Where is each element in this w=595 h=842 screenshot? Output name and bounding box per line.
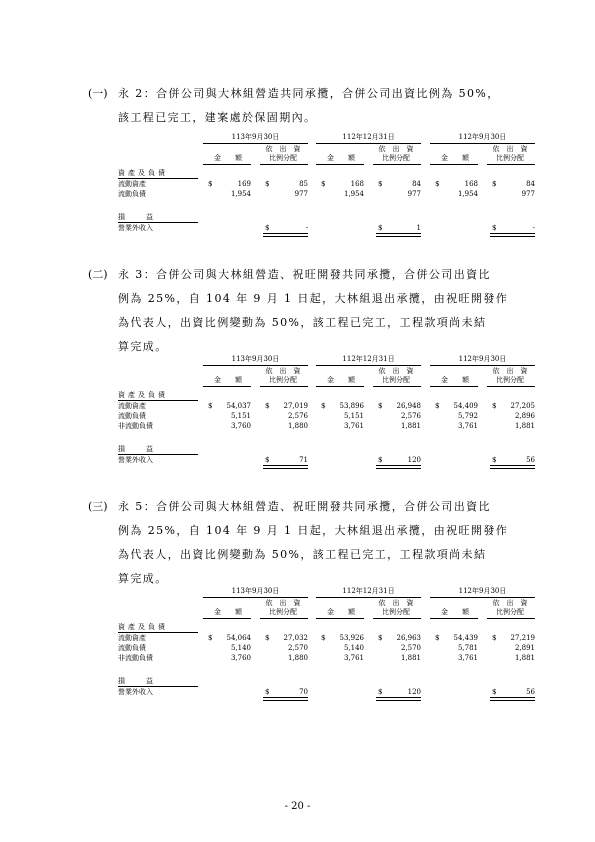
paragraph-line: 為代表人，出資比例變動為 50%，該工程已完工，工程款項尚未結 [118, 316, 487, 329]
currency-symbol: $ [378, 180, 383, 188]
amount-header-underline [316, 164, 364, 165]
currency-symbol: $ [265, 402, 270, 410]
currency-symbol: $ [378, 402, 383, 410]
ratio-header-underline [260, 618, 308, 619]
currency-symbol: $ [378, 456, 383, 464]
table-cell-value: 2,576 [400, 412, 421, 420]
table-cell-value: 53,926 [339, 634, 364, 642]
profit-loss-label: 損 益 [118, 213, 153, 221]
period-underline [316, 597, 421, 598]
section-paragraph [88, 495, 548, 591]
currency-symbol: $ [321, 180, 326, 188]
amount-header: 金 額 [214, 608, 242, 616]
amount-header: 金 額 [327, 376, 355, 384]
ratio-header-top: 依 出 資 [492, 599, 528, 607]
table-row-label: 流動負債 [118, 412, 146, 420]
table-row-label: 流動負債 [118, 644, 146, 652]
table-cell-value: 56 [526, 456, 535, 464]
table-cell-value: 84 [412, 180, 421, 188]
ratio-header-underline [487, 164, 535, 165]
pl-label-underline [118, 222, 198, 223]
table-cell-value: 169 [237, 180, 251, 188]
currency-symbol: $ [208, 180, 213, 188]
ratio-header-top: 依 出 資 [265, 367, 301, 375]
table-cell-value: 84 [526, 180, 535, 188]
table-cell-value: 2,896 [514, 412, 535, 420]
amount-header: 金 額 [214, 376, 242, 384]
double-underline [376, 697, 421, 701]
paragraph-line: 為代表人，出資比例變動為 50%，該工程已完工，工程款項尚未結 [118, 548, 487, 561]
table-cell-value: 3,761 [457, 422, 478, 430]
ratio-header-underline [260, 386, 308, 387]
period-underline [203, 143, 308, 144]
period-underline [430, 365, 535, 366]
amount-header-underline [430, 618, 478, 619]
amount-header-underline [203, 386, 251, 387]
table-cell-value: 1,881 [400, 422, 421, 430]
table-row-label: 營業外收入 [118, 456, 153, 464]
ratio-header-underline [487, 386, 535, 387]
amount-header-underline [316, 618, 364, 619]
table-row-label: 流動資產 [118, 180, 146, 188]
currency-symbol: $ [492, 634, 497, 642]
double-underline [376, 233, 421, 237]
section-number: (三) [88, 500, 108, 513]
double-underline [263, 697, 308, 701]
ratio-header-underline [373, 386, 421, 387]
table-row-label: 非流動負債 [118, 422, 153, 430]
currency-symbol: $ [378, 224, 383, 232]
period-header: 112年12月31日 [342, 587, 395, 595]
assets-liabilities-label: 資產及負債 [118, 391, 168, 399]
amount-header-underline [203, 618, 251, 619]
period-underline [430, 143, 535, 144]
table-cell-value: 5,151 [230, 412, 251, 420]
table-row-label: 非流動負債 [118, 654, 153, 662]
paragraph-line: 例為 25%，自 104 年 9 月 1 日起，大林組退出承攬，由祝旺開發作 [118, 524, 509, 537]
ratio-header-bottom: 比例分配 [269, 376, 297, 384]
period-header: 113年9月30日 [231, 587, 280, 595]
table-cell-value: 2,570 [400, 644, 421, 652]
paragraph-line: 永 3：合併公司與大林組營造、祝旺開發共同承攬，合併公司出資比 [118, 268, 491, 281]
currency-symbol: $ [265, 224, 270, 232]
section-paragraph [88, 82, 548, 130]
table-cell-value: 27,205 [510, 402, 535, 410]
ratio-header-underline [373, 164, 421, 165]
section-number: (一) [88, 87, 108, 100]
table-cell-value: 26,948 [396, 402, 421, 410]
table-cell-value: 27,032 [283, 634, 308, 642]
ratio-header-bottom: 比例分配 [269, 154, 297, 162]
table-cell-value: 1,881 [400, 654, 421, 662]
period-header: 112年12月31日 [342, 133, 395, 141]
ratio-header-underline [260, 164, 308, 165]
table-cell-value: 977 [294, 190, 308, 198]
period-header: 112年9月30日 [458, 355, 507, 363]
joint-venture-table [0, 587, 595, 707]
currency-symbol: $ [492, 224, 497, 232]
table-cell-value: 1,954 [343, 190, 364, 198]
table-cell-value: 5,151 [343, 412, 364, 420]
paragraph-line: 例為 25%，自 104 年 9 月 1 日起，大林組退出承攬，由祝旺開發作 [118, 292, 509, 305]
table-cell-value: 3,761 [343, 654, 364, 662]
table-cell-value: 3,760 [230, 654, 251, 662]
table-cell-value: 54,409 [453, 402, 478, 410]
ratio-header-bottom: 比例分配 [382, 154, 410, 162]
assets-label-underline [118, 178, 198, 179]
joint-venture-table [0, 133, 595, 253]
currency-symbol: $ [265, 688, 270, 696]
table-cell-value: 168 [464, 180, 478, 188]
table-cell-value: - [532, 224, 535, 232]
table-row-label: 營業外收入 [118, 688, 153, 696]
currency-symbol: $ [492, 456, 497, 464]
period-header: 112年12月31日 [342, 355, 395, 363]
table-cell-value: 1,880 [287, 422, 308, 430]
table-cell-value: 56 [526, 688, 535, 696]
table-cell-value: 120 [407, 456, 421, 464]
section-paragraph [88, 263, 548, 359]
amount-header-underline [316, 386, 364, 387]
assets-liabilities-label: 資產及負債 [118, 169, 168, 177]
currency-symbol: $ [265, 180, 270, 188]
paragraph-line: 永 5：合併公司與大林組營造、祝旺開發共同承攬，合併公司出資比 [118, 500, 491, 513]
table-cell-value: 53,896 [339, 402, 364, 410]
double-underline [490, 697, 535, 701]
period-header: 112年9月30日 [458, 587, 507, 595]
table-cell-value: 5,140 [230, 644, 251, 652]
currency-symbol: $ [492, 688, 497, 696]
table-cell-value: 54,439 [453, 634, 478, 642]
ratio-header-top: 依 出 資 [378, 367, 414, 375]
table-cell-value: 54,064 [226, 634, 251, 642]
ratio-header-top: 依 出 資 [265, 145, 301, 153]
currency-symbol: $ [435, 180, 440, 188]
table-cell-value: - [305, 224, 308, 232]
currency-symbol: $ [492, 402, 497, 410]
period-underline [316, 143, 421, 144]
double-underline [490, 465, 535, 469]
table-cell-value: 70 [299, 688, 308, 696]
section-number: (二) [88, 268, 108, 281]
amount-header-underline [430, 386, 478, 387]
table-cell-value: 71 [299, 456, 308, 464]
table-cell-value: 1,881 [514, 422, 535, 430]
table-row-label: 營業外收入 [118, 224, 153, 232]
period-underline [203, 365, 308, 366]
pl-label-underline [118, 686, 198, 687]
ratio-header-top: 依 出 資 [492, 367, 528, 375]
assets-label-underline [118, 400, 198, 401]
table-cell-value: 26,963 [396, 634, 421, 642]
table-cell-value: 27,019 [283, 402, 308, 410]
paragraph-line: 該工程已完工，建案處於保固期內。 [118, 111, 317, 124]
currency-symbol: $ [208, 402, 213, 410]
ratio-header-bottom: 比例分配 [496, 154, 524, 162]
table-cell-value: 1,880 [287, 654, 308, 662]
ratio-header-top: 依 出 資 [265, 599, 301, 607]
table-cell-value: 120 [407, 688, 421, 696]
period-header: 112年9月30日 [458, 133, 507, 141]
ratio-header-bottom: 比例分配 [496, 376, 524, 384]
amount-header: 金 額 [441, 154, 469, 162]
currency-symbol: $ [492, 180, 497, 188]
period-underline [430, 597, 535, 598]
currency-symbol: $ [321, 402, 326, 410]
double-underline [376, 465, 421, 469]
ratio-header-bottom: 比例分配 [496, 608, 524, 616]
table-cell-value: 1,881 [514, 654, 535, 662]
ratio-header-underline [373, 618, 421, 619]
amount-header: 金 額 [214, 154, 242, 162]
table-row-label: 流動資產 [118, 634, 146, 642]
table-cell-value: 85 [299, 180, 308, 188]
ratio-header-top: 依 出 資 [492, 145, 528, 153]
currency-symbol: $ [265, 634, 270, 642]
currency-symbol: $ [208, 634, 213, 642]
paragraph-line: 算完成。 [118, 572, 168, 585]
period-underline [203, 597, 308, 598]
period-underline [316, 365, 421, 366]
ratio-header-bottom: 比例分配 [269, 608, 297, 616]
amount-header-underline [430, 164, 478, 165]
table-cell-value: 977 [521, 190, 535, 198]
amount-header: 金 額 [327, 608, 355, 616]
period-header: 113年9月30日 [231, 355, 280, 363]
ratio-header-underline [487, 618, 535, 619]
joint-venture-table [0, 355, 595, 475]
table-cell-value: 1,954 [230, 190, 251, 198]
table-cell-value: 3,760 [230, 422, 251, 430]
amount-header: 金 額 [327, 154, 355, 162]
table-row-label: 流動負債 [118, 190, 146, 198]
currency-symbol: $ [321, 634, 326, 642]
table-cell-value: 168 [350, 180, 364, 188]
double-underline [490, 233, 535, 237]
table-cell-value: 2,891 [514, 644, 535, 652]
pl-label-underline [118, 454, 198, 455]
profit-loss-label: 損 益 [118, 445, 153, 453]
table-cell-value: 5,781 [457, 644, 478, 652]
amount-header-underline [203, 164, 251, 165]
currency-symbol: $ [378, 634, 383, 642]
table-cell-value: 2,576 [287, 412, 308, 420]
ratio-header-bottom: 比例分配 [382, 376, 410, 384]
table-cell-value: 27,219 [510, 634, 535, 642]
table-cell-value: 977 [407, 190, 421, 198]
profit-loss-label: 損 益 [118, 677, 153, 685]
page-number: - 20 - [284, 801, 311, 812]
assets-label-underline [118, 632, 198, 633]
table-cell-value: 5,792 [457, 412, 478, 420]
amount-header: 金 額 [441, 376, 469, 384]
currency-symbol: $ [265, 456, 270, 464]
double-underline [263, 465, 308, 469]
table-row-label: 流動資產 [118, 402, 146, 410]
table-cell-value: 1,954 [457, 190, 478, 198]
ratio-header-top: 依 出 資 [378, 145, 414, 153]
table-cell-value: 2,570 [287, 644, 308, 652]
table-cell-value: 1 [416, 224, 421, 232]
ratio-header-top: 依 出 資 [378, 599, 414, 607]
table-cell-value: 5,140 [343, 644, 364, 652]
currency-symbol: $ [378, 688, 383, 696]
assets-liabilities-label: 資產及負債 [118, 623, 168, 631]
paragraph-line: 算完成。 [118, 340, 168, 353]
currency-symbol: $ [435, 634, 440, 642]
period-header: 113年9月30日 [231, 133, 280, 141]
table-cell-value: 3,761 [343, 422, 364, 430]
ratio-header-bottom: 比例分配 [382, 608, 410, 616]
double-underline [263, 233, 308, 237]
table-cell-value: 54,037 [226, 402, 251, 410]
table-cell-value: 3,761 [457, 654, 478, 662]
amount-header: 金 額 [441, 608, 469, 616]
currency-symbol: $ [435, 402, 440, 410]
paragraph-line: 永 2：合併公司與大林組營造共同承攬，合併公司出資比例為 50%， [118, 87, 500, 100]
